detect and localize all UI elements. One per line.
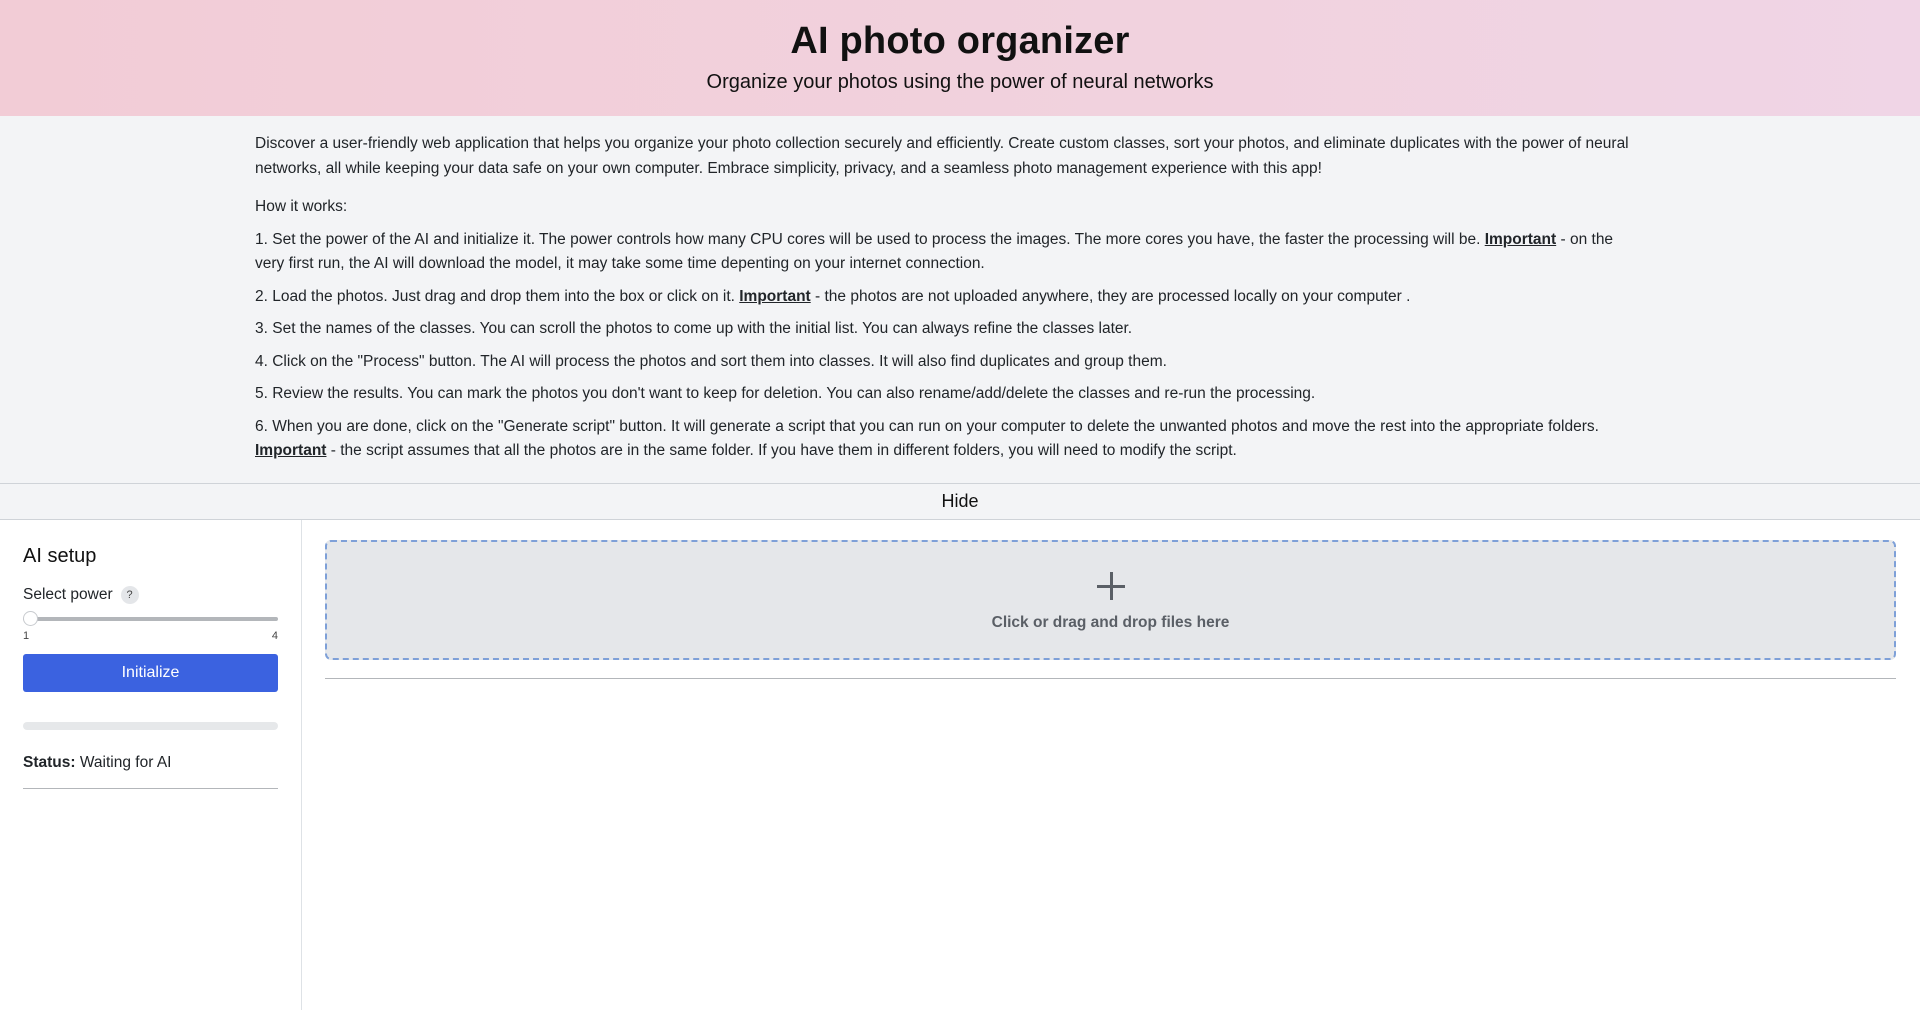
slider-thumb[interactable] bbox=[23, 611, 38, 626]
intro-section bbox=[0, 116, 1920, 484]
step-text: 3. Set the names of the classes. You can scroll the photos to come up with the initial list. You can always refine the classes later. bbox=[255, 320, 1133, 337]
progress-bar bbox=[23, 722, 278, 730]
step-item bbox=[255, 382, 1645, 407]
step-text: 2. Load the photos. Just drag and drop them into the box or click on it. bbox=[255, 287, 740, 305]
step-text: 4. Click on the "Process" button. The AI will process the photos and sort them into classes. It will also find duplicates and group them. bbox=[255, 352, 1167, 370]
step-text: 5. Review the results. You can mark the photos you don't want to keep for deletion. You can also rename/add/delete the classes and re-run the processing. bbox=[255, 385, 1316, 402]
step-item bbox=[255, 350, 1645, 375]
step-item bbox=[255, 317, 1645, 342]
important-label: Important bbox=[1484, 230, 1557, 248]
ai-setup-title: AI setup bbox=[23, 545, 97, 567]
step-text-after: - the script assumes that all the photos are in the same folder. If you have them in different folders, you will need to modify the script. bbox=[326, 442, 1237, 459]
slider-max-label: 4 bbox=[271, 630, 278, 642]
content-divider bbox=[325, 678, 1896, 679]
dropzone-text: Click or drag and drop files here bbox=[991, 614, 1230, 631]
important-label: Important bbox=[255, 442, 327, 459]
steps-list bbox=[255, 228, 1645, 464]
step-text-after: - the photos are not uploaded anywhere, they are processed locally on your computer . bbox=[810, 287, 1411, 305]
plus-icon bbox=[1097, 572, 1125, 600]
initialize-button[interactable]: Initialize bbox=[23, 654, 278, 692]
page-title: AI photo organizer bbox=[790, 20, 1130, 62]
file-dropzone[interactable] bbox=[325, 540, 1896, 660]
slider-min-label: 1 bbox=[23, 630, 30, 642]
step-text-after: - on the very first run, the AI will download the model, it may take some time depenting on your internet connection. bbox=[255, 230, 1614, 272]
step-item bbox=[255, 415, 1645, 464]
step-text: 6. When you are done, click on the "Generate script" button. It will generate a script that you can run on your computer to delete the unwanted photos and move the rest into the appropriate folders. bbox=[255, 417, 1599, 435]
power-slider[interactable] bbox=[23, 610, 278, 626]
help-icon[interactable]: ? bbox=[121, 586, 139, 604]
ai-setup-sidebar bbox=[0, 520, 302, 1010]
content-area bbox=[302, 520, 1920, 1010]
power-row bbox=[23, 586, 278, 604]
important-label: Important bbox=[739, 287, 811, 305]
status-row bbox=[23, 754, 278, 789]
page-subtitle: Organize your photos using the power of neural networks bbox=[706, 71, 1214, 93]
status-value: Waiting for AI bbox=[79, 754, 172, 771]
intro-description: Discover a user-friendly web application that helps you organize your photo collection securely and efficiently. Create custom classes, sort your photos, and eliminate duplicates with the power of neural networks, all while keeping your data safe on your own computer. Embrace simplicity, privacy, and a seamless photo management experience with this app! bbox=[255, 135, 1629, 177]
hide-toggle[interactable]: Hide bbox=[0, 484, 1920, 520]
select-power-label: Select power bbox=[23, 586, 113, 603]
slider-labels bbox=[23, 630, 278, 642]
how-it-works-heading: How it works: bbox=[255, 198, 348, 215]
status-label: Status: bbox=[23, 754, 76, 771]
step-item bbox=[255, 228, 1645, 277]
slider-track[interactable] bbox=[23, 617, 278, 621]
main-area bbox=[0, 520, 1920, 1010]
page-header bbox=[0, 0, 1920, 116]
step-item bbox=[255, 285, 1645, 310]
step-text: 1. Set the power of the AI and initialize it. The power controls how many CPU cores will be used to process the images. The more cores you have, the faster the processing will be. bbox=[255, 230, 1485, 248]
